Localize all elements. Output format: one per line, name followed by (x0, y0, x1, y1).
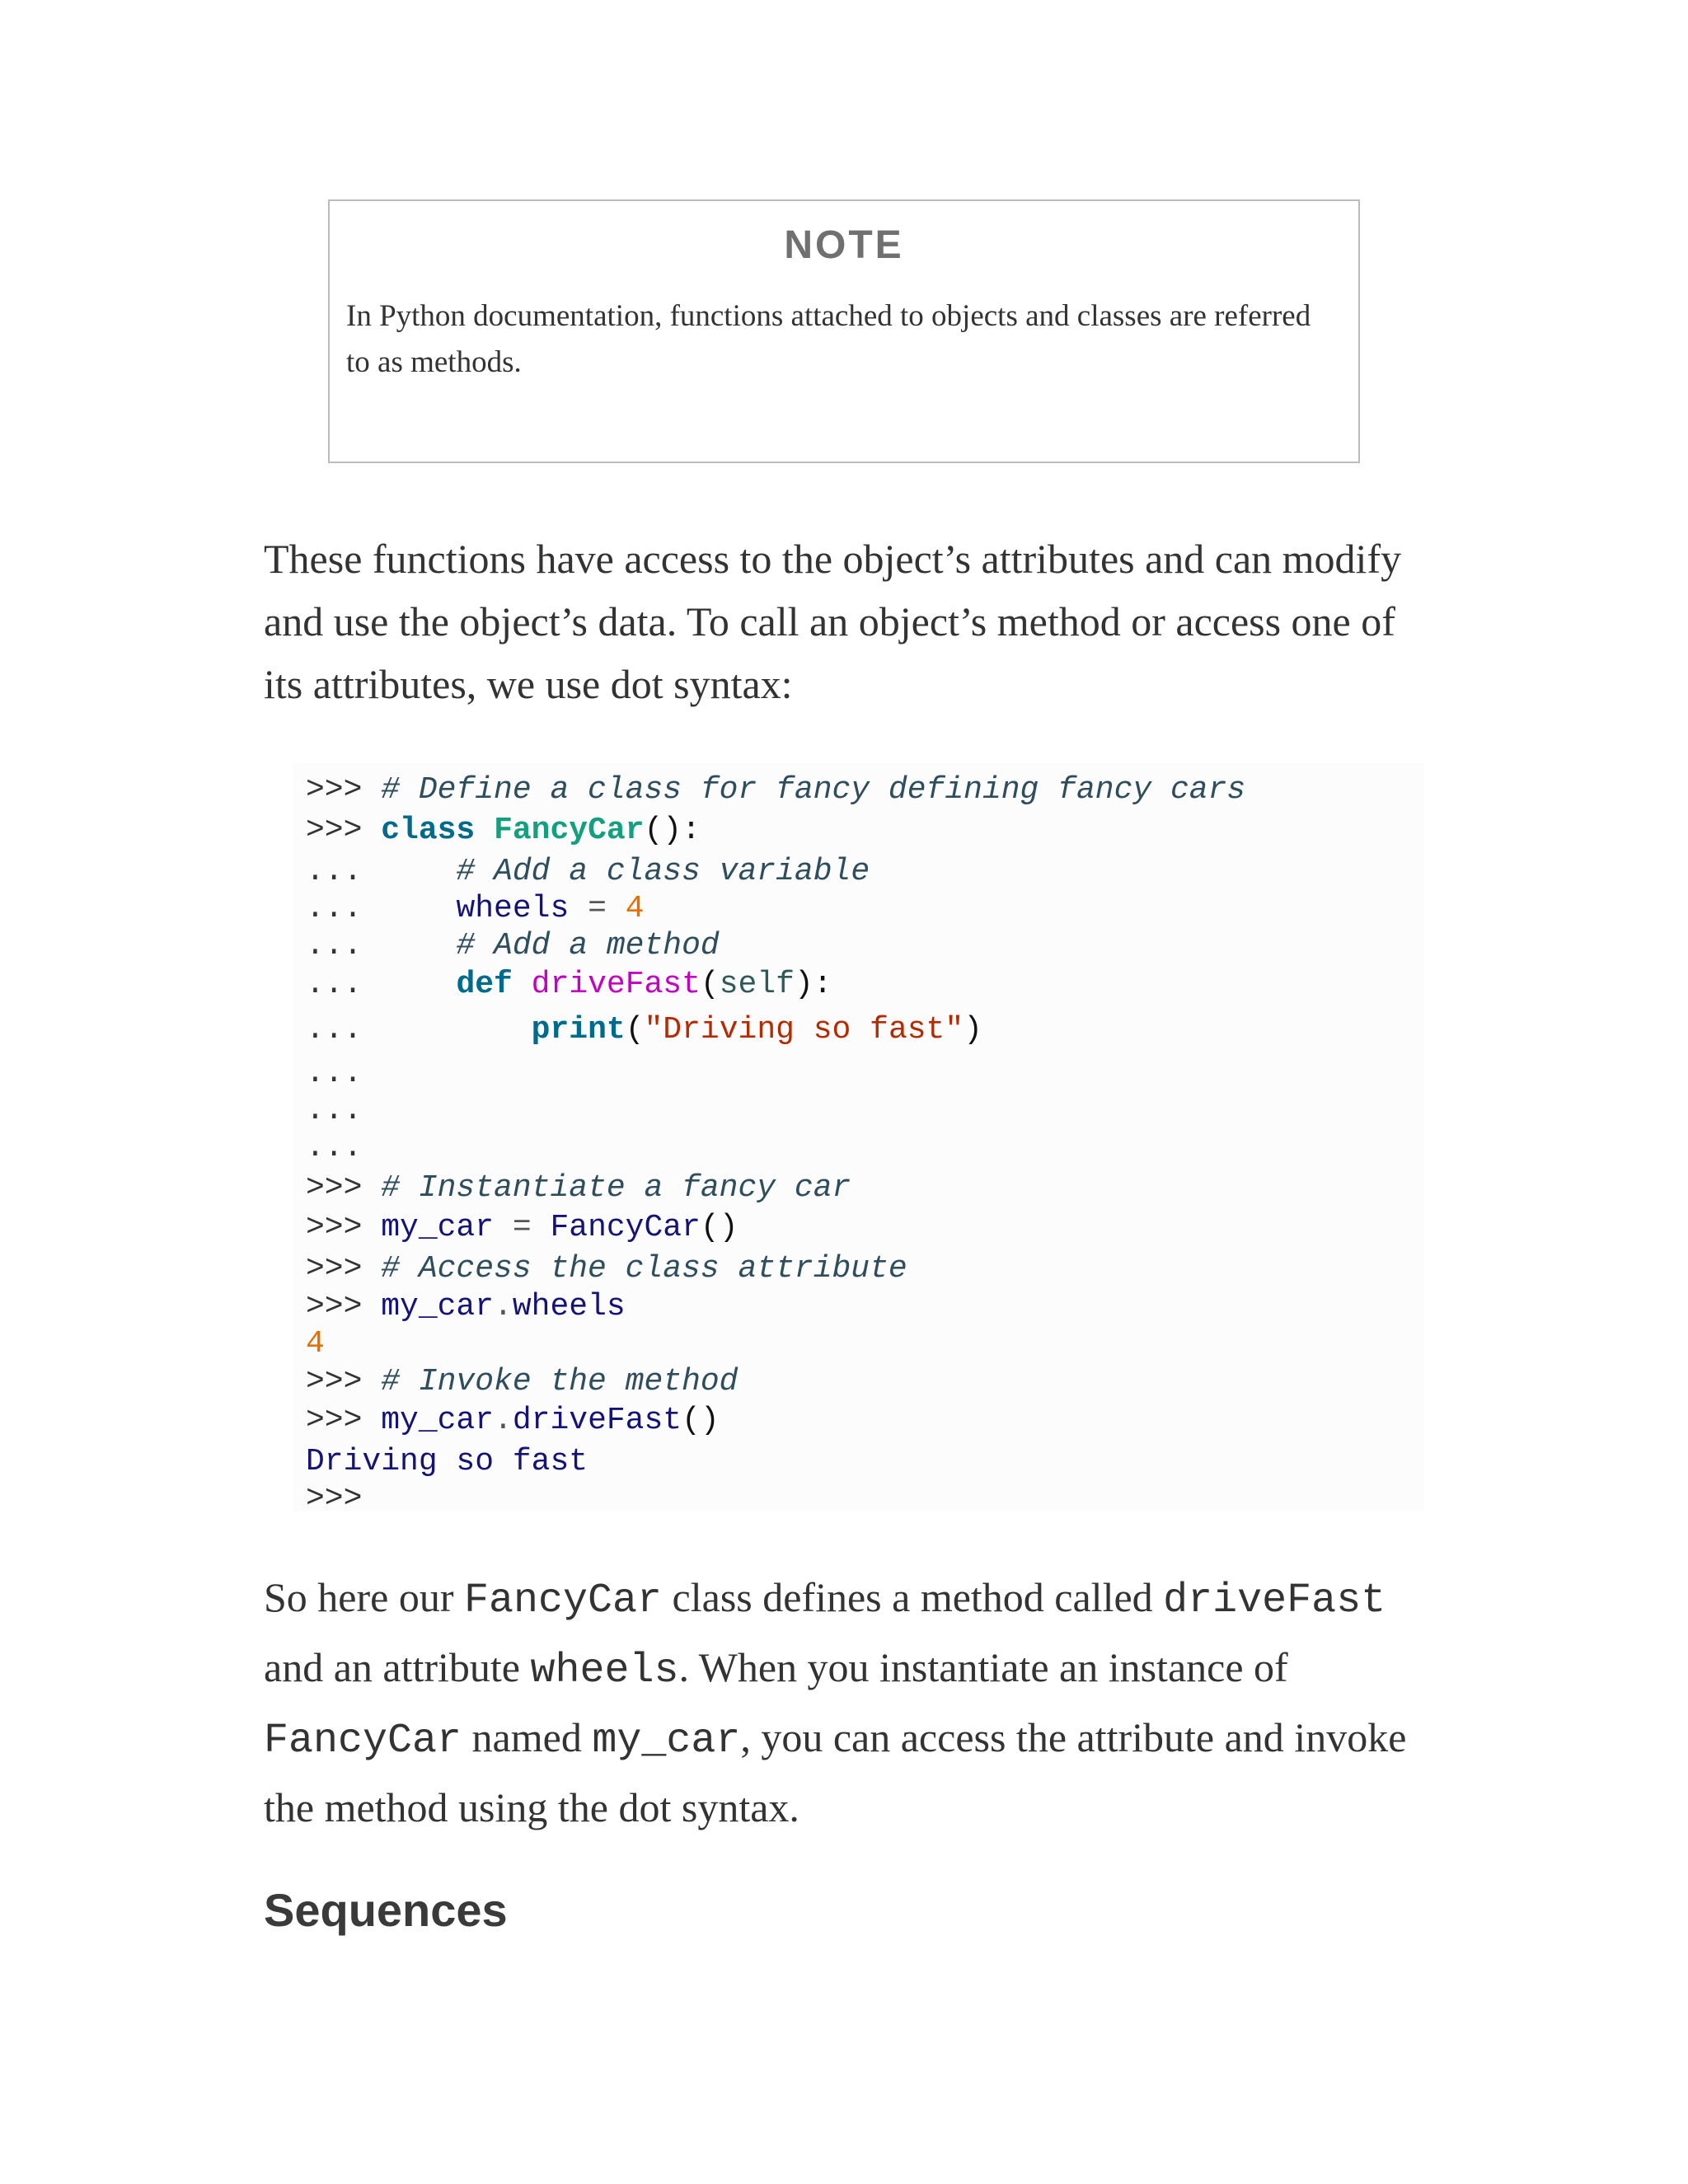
code-line (306, 1058, 362, 1090)
code-line (306, 1170, 851, 1206)
code-line (306, 1212, 738, 1244)
paragraph-text: and an attribute (264, 1644, 531, 1690)
code-token-string: "Driving so fast" (644, 1012, 964, 1047)
code-token-prompt: >>> (306, 772, 382, 808)
code-token-prompt: ... (306, 1130, 363, 1165)
code-token-classname: FancyCar (494, 813, 645, 848)
code-token-punct (475, 813, 494, 848)
code-token-punct: ( (700, 967, 720, 1002)
code-token-op: = (494, 1210, 551, 1245)
code-token-prompt: >>> (306, 1364, 382, 1399)
code-token-comment: # Define a class for fancy defining fancy cars (381, 772, 1246, 808)
code-token-prompt: ... (306, 967, 457, 1002)
code-line (306, 1012, 982, 1047)
code-token-punct: () (700, 1210, 738, 1245)
paragraph-text: named (462, 1714, 593, 1760)
code-token-punct: ): (794, 967, 832, 1002)
paragraph-text: , you can access the attribute and invoke the method using the dot syntax. (264, 1714, 1407, 1830)
code-token-name: my_car (381, 1210, 495, 1245)
code-token-number: 4 (625, 891, 645, 926)
code-token-prompt: ... (306, 1093, 363, 1128)
code-token-name: my_car (381, 1403, 495, 1438)
code-token-prompt: >>> (306, 1210, 382, 1245)
code-line (306, 1326, 325, 1361)
code-token-prompt: ... (306, 891, 457, 926)
code-token-output: Driving so fast (306, 1444, 588, 1479)
inline-code: FancyCar (464, 1577, 663, 1624)
explanation-paragraph (264, 1564, 1434, 1840)
code-line (306, 1132, 362, 1164)
code-line (306, 930, 720, 962)
code-token-punct: (): (644, 813, 701, 848)
code-line (306, 772, 1246, 808)
code-token-funcname: driveFast (531, 967, 701, 1002)
code-line (306, 893, 645, 925)
code-line (306, 1251, 907, 1286)
code-line (306, 1405, 720, 1436)
code-token-name: driveFast (512, 1403, 682, 1438)
inline-code: driveFast (1163, 1577, 1386, 1624)
code-token-punct: ) (964, 1012, 982, 1047)
inline-code: FancyCar (264, 1718, 462, 1765)
code-line (306, 1095, 362, 1127)
note-text: In Python documentation, functions attached to objects and classes are referred to as methods. (346, 299, 1311, 379)
code-block (293, 763, 1424, 1516)
code-token-punct: () (682, 1403, 720, 1438)
note-title: NOTE (784, 223, 904, 267)
code-token-prompt: >>> (306, 1251, 382, 1286)
code-token-comment: # Invoke the method (381, 1364, 738, 1399)
code-line (306, 1446, 588, 1478)
code-line (306, 1483, 362, 1515)
paragraph-text: class defines a method called (662, 1574, 1164, 1620)
code-line (306, 1291, 626, 1323)
paragraph-text: So here our (264, 1574, 464, 1620)
code-token-builtin-pseudo: self (719, 967, 795, 1002)
code-token-comment: # Access the class attribute (381, 1251, 907, 1286)
code-token-punct: ( (625, 1012, 645, 1047)
code-token-prompt: ... (306, 1056, 363, 1091)
code-token-comment: # Instantiate a fancy car (381, 1170, 851, 1206)
code-token-prompt: >>> (306, 813, 382, 848)
code-token-punct (513, 967, 532, 1002)
code-token-name: wheels (456, 891, 570, 926)
code-token-prompt: ... (306, 854, 457, 889)
code-token-op: = (569, 891, 626, 926)
code-token-name: wheels (512, 1289, 626, 1324)
code-line (306, 815, 701, 846)
code-line (306, 969, 832, 1001)
inline-code: my_car (592, 1718, 741, 1765)
paragraph-text: . When you instantiate an instance of (678, 1644, 1288, 1690)
code-line (306, 856, 870, 888)
code-token-name: FancyCar (550, 1210, 701, 1245)
code-token-op: . (494, 1403, 513, 1438)
code-token-comment: # Add a method (456, 928, 720, 963)
code-token-keyword: class (381, 813, 476, 848)
code-token-op: . (494, 1289, 513, 1324)
code-token-prompt: ... (306, 1012, 532, 1047)
code-token-comment: # Add a class variable (456, 854, 870, 889)
intro-paragraph: These functions have access to the object’s attributes and can modify and use the object’s data. To call an object’s method or access one of its attributes, we use dot syntax: (264, 536, 1402, 707)
code-token-prompt: >>> (306, 1481, 363, 1516)
section-heading: Sequences (264, 1884, 508, 1936)
code-token-keyword: def (456, 967, 513, 1002)
inline-code: wheels (530, 1647, 679, 1694)
code-token-prompt: >>> (306, 1403, 382, 1438)
code-token-prompt: ... (306, 928, 457, 963)
code-token-name: my_car (381, 1289, 495, 1324)
note-box (328, 199, 1360, 463)
code-token-number: 4 (306, 1326, 325, 1361)
code-line (306, 1366, 738, 1398)
code-token-prompt: >>> (306, 1289, 382, 1324)
code-token-prompt: >>> (306, 1170, 382, 1206)
code-token-keyword: print (531, 1012, 626, 1047)
